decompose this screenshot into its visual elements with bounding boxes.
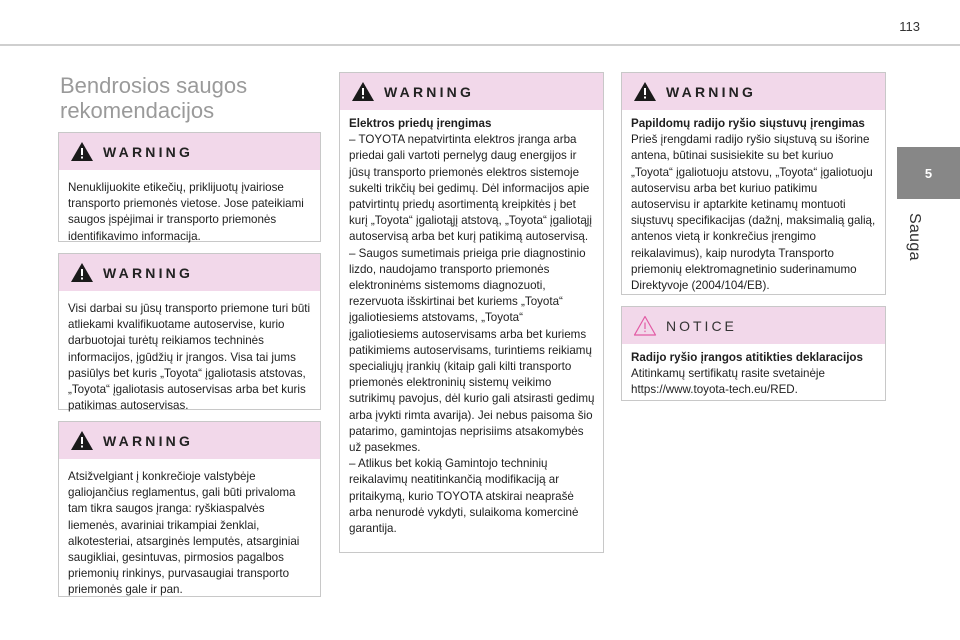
warning-header xyxy=(59,254,320,291)
section-title: Bendrosios saugos rekomendacijos xyxy=(60,73,248,123)
warning-header xyxy=(59,422,320,459)
warning-text: – Saugos sumetimais prieiga prie diagnostinio lizdo, naudojamo transporto priemonės elektroninėms sistemoms diagnozuoti, rezervuota išskirtinai bet kuriems „Toyota“ įgaliotiesiems atstovams, „Toyota“ įgaliotiesiems autoservisams arba bet kuriems patikimiems autoservisams, turintiems reikiamų specialiųjų įrankių (kitaip gali kilti transporto priemonės elektroninių sistemų veikimo sutrikimų pavojus, dėl kurio gali atsirasti gedimų arba įvykti rimta avarija). Jei nebus paisoma šio patarimo, gamintojas neprisiims atsakomybės už pasekmes. xyxy=(349,246,595,455)
warning-header xyxy=(340,73,603,110)
notice-triangle-icon xyxy=(633,315,657,336)
warning-text: Atsižvelgiant į konkrečioje valstybėje galiojančius reglamentus, gali būti privaloma tam tikra saugos įranga: ryškiaspalvės liemenės, avariniai trikampiai ženklai, alkotesteriai, atsarginės lemputės, atsarginiai saugikliai, gesintuvas, pirmosios pagalbos priemonių rinkinys, purvasaugiai transporto priemonės gale ir pan. xyxy=(68,470,300,597)
warning-triangle-icon xyxy=(351,81,375,102)
warning-label: WARNING xyxy=(103,143,194,160)
notice-box xyxy=(621,306,886,401)
notice-text: Atitinkamų sertifikatų rasite svetainėje https://www.toyota-tech.eu/RED. xyxy=(631,367,825,397)
warning-body xyxy=(59,170,320,253)
warning-header xyxy=(59,133,320,170)
warning-subtitle: Elektros priedų įrengimas xyxy=(349,117,492,130)
notice-subtitle: Radijo ryšio įrangos atitikties deklaracijos xyxy=(631,351,863,364)
warning-triangle-icon xyxy=(70,141,94,162)
warning-triangle-icon xyxy=(70,430,94,451)
warning-text: – Atlikus bet kokią Gamintojo techninių reikalavimų neatitinkančią modifikaciją ar pritaikymą, kurio TOYOTA atskirai neaprašė arba nenurodė vykdyti, sulaikoma komercinė garantija. xyxy=(349,457,579,536)
warning-subtitle: Papildomų radijo ryšio siųstuvų įrengimas xyxy=(631,117,865,130)
warning-box xyxy=(58,421,321,597)
chapter-label: Sauga xyxy=(906,213,923,261)
chapter-label-container xyxy=(903,213,925,273)
warning-text: Prieš įrengdami radijo ryšio siųstuvą su išorine antena, būtinai susisiekite su bet kuriuo „Toyota“ įgaliotuoju atstovu, „Toyota“ įgaliotuoju autoservisu arba bet kuriuo patikimu autoservisu ir aptarkite ketinamų montuoti siųstuvų specifikacijas (dažnį, maksimalią galią, antenos vietą ir konkrečius įrengimo reikalavimus), kaip nurodyta Transporto priemonių elektromagnetinio suderinamumo Direktyvoje (2004/104/EB). xyxy=(631,133,876,293)
notice-label: NOTICE xyxy=(666,317,737,334)
page-number: 113 xyxy=(899,19,920,34)
warning-body xyxy=(340,110,603,545)
warning-box xyxy=(621,72,886,295)
warning-box xyxy=(58,253,321,413)
warning-triangle-icon xyxy=(633,81,657,102)
warning-label: WARNING xyxy=(103,264,194,281)
warning-label: WARNING xyxy=(103,432,194,449)
warning-box xyxy=(339,72,604,553)
warning-triangle-icon xyxy=(70,262,94,283)
chapter-number: 5 xyxy=(924,166,933,181)
warning-header xyxy=(622,73,885,110)
warning-label: WARNING xyxy=(666,83,757,100)
warning-text: Nenuklijuokite etikečių, priklijuotų įvairiose transporto priemonės vietose. Jose pateikiami saugos įspėjimai ir transporto priemonės identifikavimo informacija. xyxy=(68,181,304,243)
notice-header xyxy=(622,307,885,344)
warning-box xyxy=(58,132,321,242)
notice-body xyxy=(622,344,885,407)
header-rule xyxy=(0,44,960,46)
warning-body xyxy=(59,459,320,607)
warning-body xyxy=(59,291,320,422)
warning-body xyxy=(622,110,885,302)
warning-text: – TOYOTA nepatvirtinta elektros įranga arba priedai gali vartoti pernelyg daug energijos ir jūsų transporto priemonės elektros sistemoje sukelti trikčių bei gedimų. Dėl informacijos apie patvirtintų priedų asortimentą kreipkitės į bet kurį „Toyota“ įgaliotąjį atstovą, „Toyota“ įgaliotąjį autoservisą arba bet kurį patikimą autoservisą. xyxy=(349,133,592,244)
warning-text: Visi darbai su jūsų transporto priemone turi būti atliekami kvalifikuotame autoservise, kurio darbuotojai turėtų reikiamos techninės informacijos, įgūdžių ir įrangos. Visa tai jums pasiūlys bet kuris „Toyota“ įgaliotasis atstovas, „Toyota“ įgaliotasis autoservisas arba bet kuris patikimas autoservisas. xyxy=(68,302,311,413)
warning-label: WARNING xyxy=(384,83,475,100)
